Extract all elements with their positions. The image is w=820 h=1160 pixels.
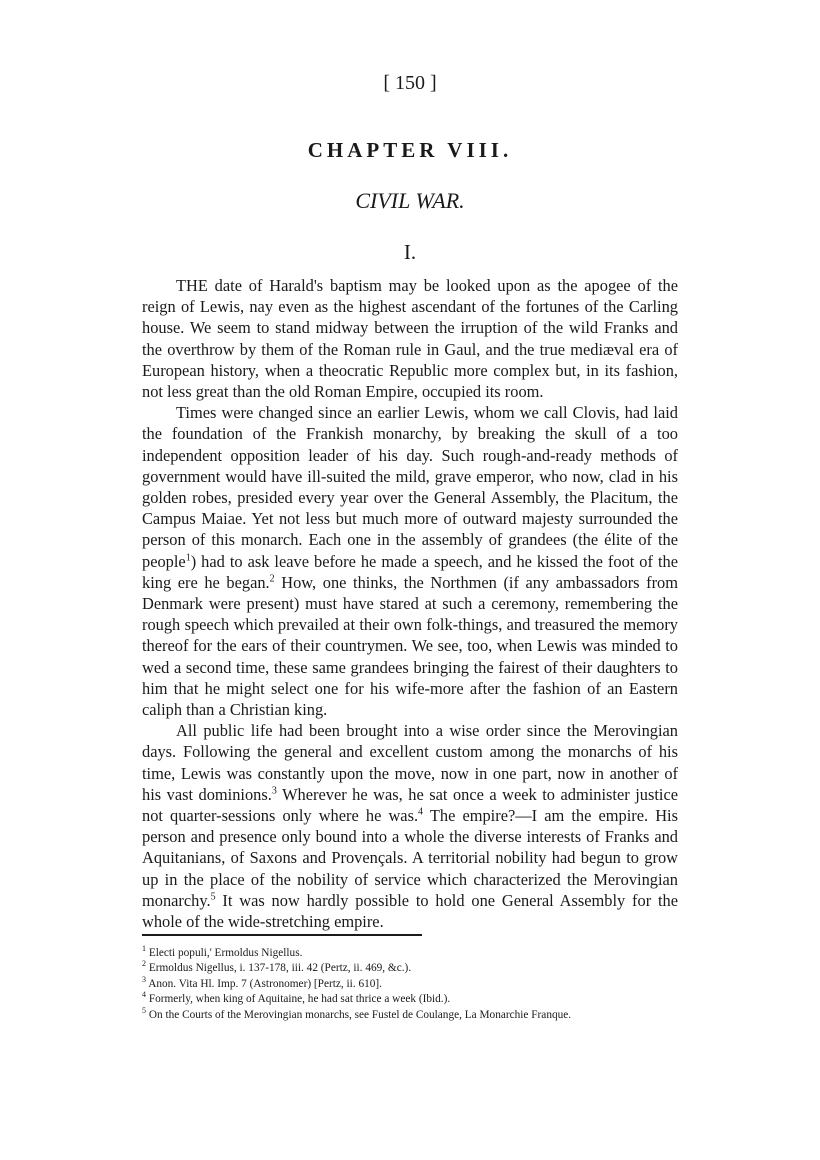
footnote-text: Electi populi,' Ermoldus Nigellus. (148, 947, 303, 959)
paragraph-text: How, one thinks, the Northmen (if any ambassadors from Denmark were present) must have stared at such a ceremony, remembering the rough speech which prevailed at their own folk-things, and treasured the memory thereof for the ears of their countrymen. We see, too, when Lewis was minded to wed a second time, these same grandees bringing the fairest of their daughters to him that he might select one for his wife-more after the fashion of an Eastern caliph than a Christian king. (142, 572, 678, 720)
footnote-mark: 3 (142, 975, 146, 985)
chapter-title: CHAPTER VIII. (307, 138, 513, 162)
footnote-mark: 1 (142, 944, 146, 954)
paragraph (142, 275, 678, 402)
footnote-ref: 1 (185, 552, 191, 564)
footnote (142, 1005, 702, 1023)
footnote-ref: 4 (418, 806, 424, 818)
footnote (142, 977, 702, 992)
footnote-ref: 5 (210, 891, 216, 903)
paragraph-text: ) had to ask leave before he made a speech, and he kissed the foot of the king ere he began. (142, 551, 678, 592)
footnote-text: Formerly, when king of Aquitaine, he had sat thrice a week (Ibid.). (148, 993, 451, 1006)
footnote-mark: 5 (142, 1005, 146, 1015)
page-number: [ 150 ] (383, 72, 437, 94)
paragraph-text: All public life had been brought into a wise order since the Merovingian days. Following the general and excellent custom among the monarchs of his time, Lewis was constantly upon the move, now in one part, now in another of his vast dominions. (142, 721, 678, 804)
section-number: I. (403, 240, 417, 264)
footnote-text: Anon. Vita Hl. Imp. 7 (Astronomer) [Pertz, ii. 610]. (148, 977, 383, 990)
body-text (142, 275, 678, 932)
footnote-mark: 4 (142, 990, 146, 1000)
paragraph (142, 402, 678, 720)
footnotes (142, 946, 702, 1023)
footnote-ref: 2 (269, 573, 275, 585)
paragraph-text: It was now hardly possible to hold one General Assembly for the whole of the wide-stretching empire. (142, 890, 678, 932)
footnote-mark: 2 (142, 959, 146, 969)
footnote-ref: 3 (271, 785, 277, 797)
paragraph-text: THE date of Harald's baptism may be looked upon as the apogee of the reign of Lewis, nay even as the highest ascendant of the fortunes of the Carling house. We seem to stand midway between the irruption of the wild Franks and the overthrow by them of the Roman rule in Gaul, and the true mediæval era of European history, when a theocratic Republic more complex but, in its fashion, not less great than the old Roman Empire, occupied its room. (142, 276, 678, 402)
footnote (142, 961, 702, 976)
chapter-subtitle: CIVIL WAR. (355, 188, 465, 213)
paragraph-text: Times were changed since an earlier Lewis, whom we call Clovis, had laid the foundation of the Frankish monarchy, by breaking the skull of a too independent opposition leader of his day. Such rough-and-ready methods of government would have ill-suited the mild, grave emperor, who now, clad in his golden robes, presided every year over the General Assembly, the Placitum, the Campus Maiae. Yet not less but much more of outward majesty surrounded the person of this monarch. Each one in the assembly of grandees (the élite of the people (142, 403, 678, 571)
footnote-text: Ermoldus Nigellus, i. 137-178, iii. 42 (Pertz, ii. 469, &c.). (148, 962, 412, 975)
footnote-divider (142, 934, 422, 936)
paragraph-text: Wherever he was, he sat once a week to administer justice not quarter-sessions only where he was. (142, 784, 678, 826)
footnote (142, 992, 702, 1007)
footnote (142, 946, 702, 961)
paragraph (142, 720, 678, 932)
paragraph-text: The empire?—I am the empire. His person and presence only bound into a whole the diverse interests of Franks and Aquitanians, of Saxons and Provençals. A territorial nobility had begun to grow up in the place of the nobility of service which characterized the Merovingian monarchy. (142, 806, 678, 910)
footnote-text: On the Courts of the Merovingian monarchs, see Fustel de Coulange, La Monarchie Franque. (148, 1008, 572, 1021)
